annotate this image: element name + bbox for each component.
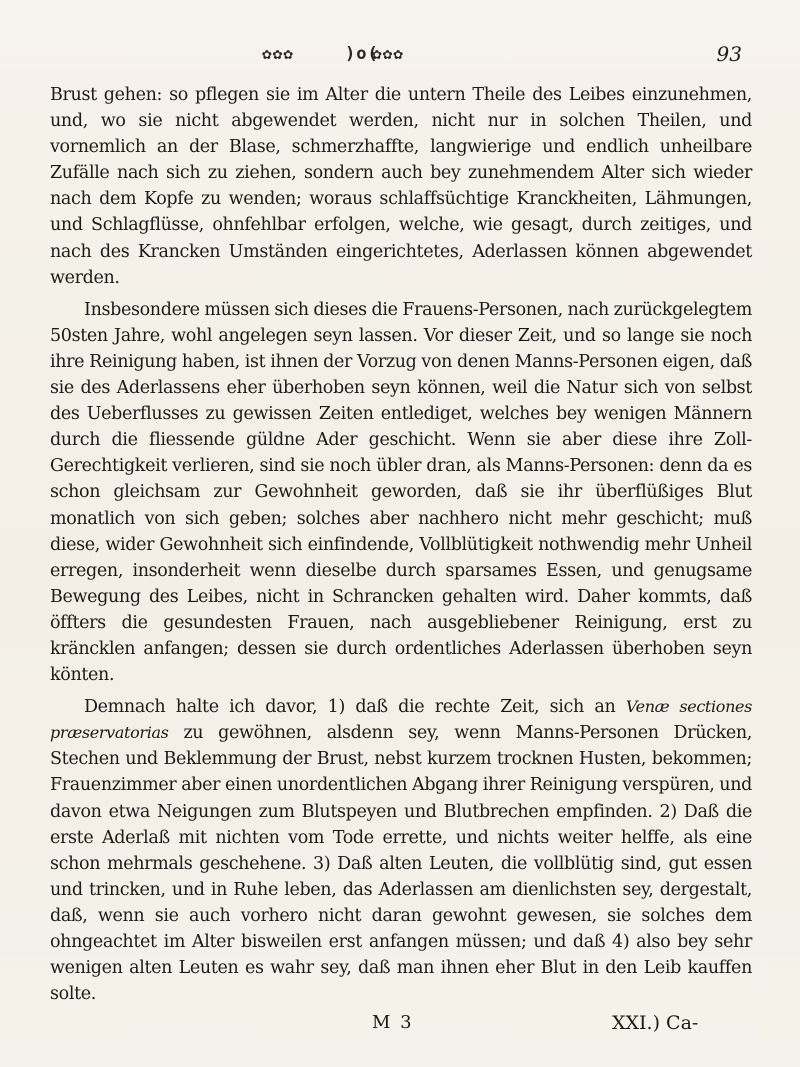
- latin-phrase: Venæ sectiones præservatorias: [50, 697, 752, 743]
- signature-mark: M 3: [372, 1012, 414, 1033]
- header-ornament-right: ✿✿✿: [372, 44, 404, 63]
- body-text: [50, 82, 752, 1013]
- page-footer: [0, 1012, 800, 1044]
- header-ornament-left: ✿✿✿: [262, 44, 294, 63]
- page-number: 93: [716, 42, 742, 66]
- paragraph-3-lead: Demnach halte ich davor, 1) daß die rechte Zeit, sich an: [84, 697, 616, 718]
- catchword: XXI.) Ca-: [612, 1012, 699, 1034]
- paragraph-3: [50, 694, 752, 1007]
- paragraph-2: Insbesondere müssen sich dieses die Frauens-Personen, nach zurückgelegtem 50sten Jahre, wohl angelegen seyn lassen. Vor dieser Zeit, und so lange sie noch ihre Reinigung haben, ist ihnen der Vorzug von denen Manns-Personen eigen, daß sie des Aderlassens eher überhoben seyn können, weil die Natur sich von selbst des Ueberflusses zu gewissen Zeiten entlediget, welches bey wenigen Männern durch die fliessende güldne Ader geschicht. Wenn sie aber diese ihre Zoll-Gerechtigkeit verlieren, sind sie noch übler dran, als Manns-Personen: denn da es schon gleichsam zur Gewohnheit geworden, daß sie ihr überflüßiges Blut monatlich von sich geben; solches aber nachhero nicht mehr geschicht; muß diese, wider Gewohnheit sich einfindende, Vollblütigkeit nothwendig mehr Unheil erregen, insonderheit wenn dieselbe durch sparsames Essen, und genugsame Bewegung des Leibes, nicht in Schrancken gehalten wird. Daher kommts, daß öffters die gesundesten Frauen, nach ausgebliebener Reinigung, erst zu kräncklen anfangen; dessen sie durch ordentliches Aderlassen überhoben seyn könten.: [50, 299, 752, 686]
- paragraph-1: Brust gehen: so pflegen sie im Alter die untern Theile des Leibes einzunehmen, und, wo sie nicht abgewendet werden, nicht nur in solchen Theilen, und vornemlich an der Blase, schmerzhaffte, langwierige und endlich unheilbare Zufälle nach sich zu ziehen, sondern auch bey zunehmendem Alter sich wieder nach dem Kopfe zu wenden; woraus schlaffsüchtige Kranckheiten, Lähmungen, und Schlagflüsse, ohnfehlbar erfolgen, welche, wie gesagt, durch zeitiges, und nach des Krancken Umständen eingerichtetes, Aderlassen können abgewendet werden.: [50, 85, 752, 288]
- page-header: [0, 36, 800, 76]
- paragraph-3-rest: zu gewöhnen, alsdenn sey, wenn Manns-Personen Drücken, Stechen und Beklemmung der Brust, nebst kurzem trocknen Husten, bekommen; Frauenzimmer aber einen unordentlichen Abgang ihrer Reinigung verspüren, und davon etwa Neigungen zum Blutspeyen und Blutbrechen empfinden. 2) Daß die erste Aderlaß mit nichten vom Tode errette, und nichts weiter helffe, als eine schon mehrmals geschehene. 3) Daß alten Leuten, die vollblütig sind, gut essen und trincken, und in Ruhe leben, das Aderlassen am dienlichsten sey, dergestalt, daß, wenn sie auch vorhero nicht daran gewohnt gewesen, sie solches dem ohngeachtet im Alter bisweilen erst anfangen müssen; und daß 4) also bey sehr wenigen alten Leuten es wahr sey, daß man ihnen eher Blut in den Leib kauffen solte.: [50, 723, 753, 1005]
- header-ornament-center: )o(: [345, 44, 379, 64]
